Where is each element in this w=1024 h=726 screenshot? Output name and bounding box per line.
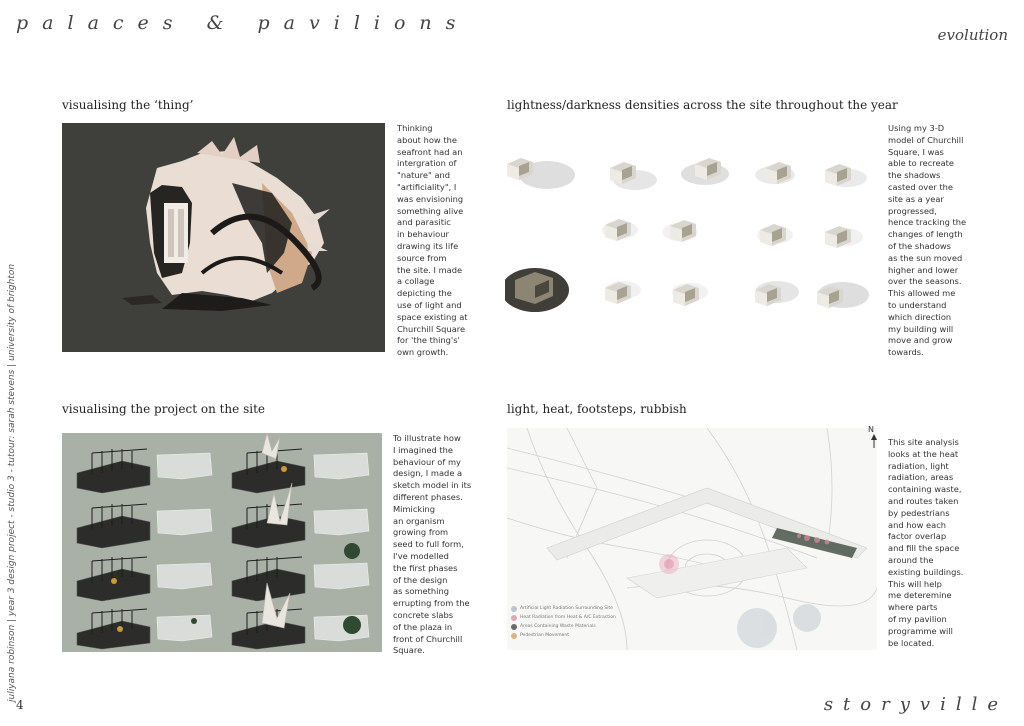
desc-line: seed to full form,: [393, 539, 464, 550]
desc-line: To illustrate how: [393, 433, 461, 443]
section-name: evolution: [937, 26, 1008, 44]
desc-line: towards.: [888, 347, 924, 358]
desc-line: was envisioning: [397, 193, 464, 204]
desc-line: Churchill Square: [397, 323, 466, 334]
legend-label: Pedestrian Movement: [520, 633, 570, 638]
desc-line: factor overlap: [888, 531, 947, 542]
desc-line: for 'the thing's': [397, 335, 460, 346]
desc-line: around the: [888, 554, 934, 565]
desc-line: my building will: [888, 323, 954, 334]
desc-line: intergration of: [397, 158, 457, 169]
densities-description: [888, 123, 968, 359]
desc-line: me deteremine: [888, 590, 952, 601]
desc-line: model of Churchill: [888, 134, 964, 145]
shadow-model: [755, 281, 799, 306]
desc-line: design, I made a: [393, 468, 463, 479]
desc-line: Using my 3-D: [888, 123, 945, 133]
desc-line: source from: [397, 252, 447, 263]
desc-line: the first phases: [393, 562, 458, 573]
map-legend: [511, 604, 616, 640]
desc-line: the shadows: [888, 170, 941, 181]
legend-swatch: [511, 624, 517, 630]
shadow-model: [605, 281, 641, 304]
desc-line: radiation, areas: [888, 472, 954, 483]
desc-line: casted over the: [888, 181, 953, 192]
side-credit: juliyana robinson | year 3 design project - studio 3 - tutour: sarah stevens | university of brighton: [7, 263, 17, 702]
legend-label: Artificial Light Radiation Surrounding Site: [520, 606, 613, 611]
legend-label: Areas Containing Waste Materials: [520, 624, 596, 629]
desc-line: of the plaza in: [393, 621, 453, 632]
desc-line: This will help: [888, 578, 942, 589]
desc-line: Mimicking: [393, 503, 436, 514]
desc-line: where parts: [888, 602, 938, 613]
shadow-model: [507, 158, 575, 189]
desc-line: and fill the space: [888, 543, 960, 554]
thing-collage-image: [62, 123, 385, 352]
desc-line: looks at the heat: [888, 448, 959, 459]
desc-line: by pedestrians: [888, 507, 950, 518]
legend-item: [511, 613, 616, 622]
legend-label: Heat Radiation from Heat & A/C Extraction: [520, 615, 616, 620]
shadow-model: [825, 164, 867, 187]
north-label: N: [868, 425, 874, 434]
section-title-project: visualising the project on the site: [62, 402, 265, 416]
desc-line: of the shadows: [888, 240, 952, 251]
desc-line: concrete slabs: [393, 609, 454, 620]
desc-line: be located.: [888, 637, 935, 648]
desc-line: in behaviour: [397, 229, 449, 240]
shadow-model: [681, 158, 729, 185]
project-description: [393, 433, 475, 657]
desc-line: as the sun moved: [888, 252, 963, 263]
desc-line: hence tracking the: [888, 217, 967, 228]
desc-line: containing waste,: [888, 484, 962, 495]
desc-line: and parasitic: [397, 217, 451, 228]
desc-line: higher and lower: [888, 264, 959, 275]
desc-line: to understand: [888, 299, 947, 310]
desc-line: errupting from the: [393, 598, 470, 609]
desc-line: changes of length: [888, 229, 963, 240]
desc-line: I imagined the: [393, 444, 454, 455]
analysis-description: [888, 437, 970, 649]
shadow-study-grid: [505, 140, 877, 330]
desc-line: This allowed me: [888, 288, 956, 299]
desc-line: move and grow: [888, 335, 953, 346]
desc-line: Square.: [393, 645, 425, 656]
section-title-thing: visualising the ‘thing’: [62, 98, 194, 112]
desc-line: and routes taken: [888, 495, 959, 506]
desc-line: the site. I made: [397, 264, 463, 275]
shadow-model: [825, 226, 863, 248]
desc-line: Thinking: [397, 123, 433, 133]
desc-line: This site analysis: [888, 437, 959, 447]
desc-line: seafront had an: [397, 146, 463, 157]
desc-line: about how the: [397, 134, 457, 145]
desc-line: behaviour of my: [393, 456, 461, 467]
shadow-model-dark: [505, 268, 569, 312]
desc-line: "artificiality", I: [397, 181, 457, 192]
desc-line: a collage: [397, 276, 435, 287]
desc-line: growing from: [393, 527, 449, 538]
desc-line: use of light and: [397, 299, 462, 310]
page-number: 4: [16, 698, 24, 712]
project-model-photos: [62, 433, 382, 652]
section-title-densities: lightness/darkness densities across the site throughout the year: [507, 98, 898, 112]
desc-line: own growth.: [397, 347, 449, 358]
desc-line: something alive: [397, 205, 464, 216]
legend-swatch: [511, 606, 517, 612]
desc-line: sketch model in its: [393, 480, 472, 491]
shadow-model: [757, 224, 793, 246]
desc-line: space existing at: [397, 311, 468, 322]
desc-line: depicting the: [397, 288, 452, 299]
desc-line: an organism: [393, 515, 445, 526]
shadow-model: [672, 283, 708, 306]
desc-line: able to recreate: [888, 158, 955, 169]
desc-line: and how each: [888, 519, 947, 530]
shadow-model: [755, 162, 795, 184]
thing-description: [397, 123, 469, 359]
desc-line: site as a year: [888, 193, 944, 204]
desc-line: radiation, light: [888, 460, 949, 471]
desc-line: which direction: [888, 311, 952, 322]
desc-line: "nature" and: [397, 170, 451, 181]
desc-line: different phases.: [393, 491, 463, 502]
desc-line: drawing its life: [397, 240, 459, 251]
legend-swatch: [511, 615, 517, 621]
desc-line: of my pavilion: [888, 613, 947, 624]
desc-line: over the seasons.: [888, 276, 962, 287]
desc-line: of the design: [393, 574, 448, 585]
legend-item: [511, 631, 616, 640]
header-title: palaces & pavilions: [16, 12, 470, 34]
shadow-model: [817, 282, 869, 308]
shadow-model: [662, 220, 698, 242]
desc-line: I've modelled: [393, 550, 449, 561]
section-title-analysis: light, heat, footsteps, rubbish: [507, 402, 687, 416]
desc-line: progressed,: [888, 205, 937, 216]
shadow-model: [602, 219, 638, 241]
legend-item: [511, 622, 616, 631]
legend-item: [511, 604, 616, 613]
legend-swatch: [511, 633, 517, 639]
desc-line: programme will: [888, 625, 953, 636]
desc-line: existing buildings.: [888, 566, 964, 577]
desc-line: Square, I was: [888, 146, 944, 157]
desc-line: front of Churchill: [393, 633, 463, 644]
desc-line: as something: [393, 586, 449, 597]
footer-title: storyville: [823, 694, 1008, 715]
shadow-model: [610, 162, 657, 190]
